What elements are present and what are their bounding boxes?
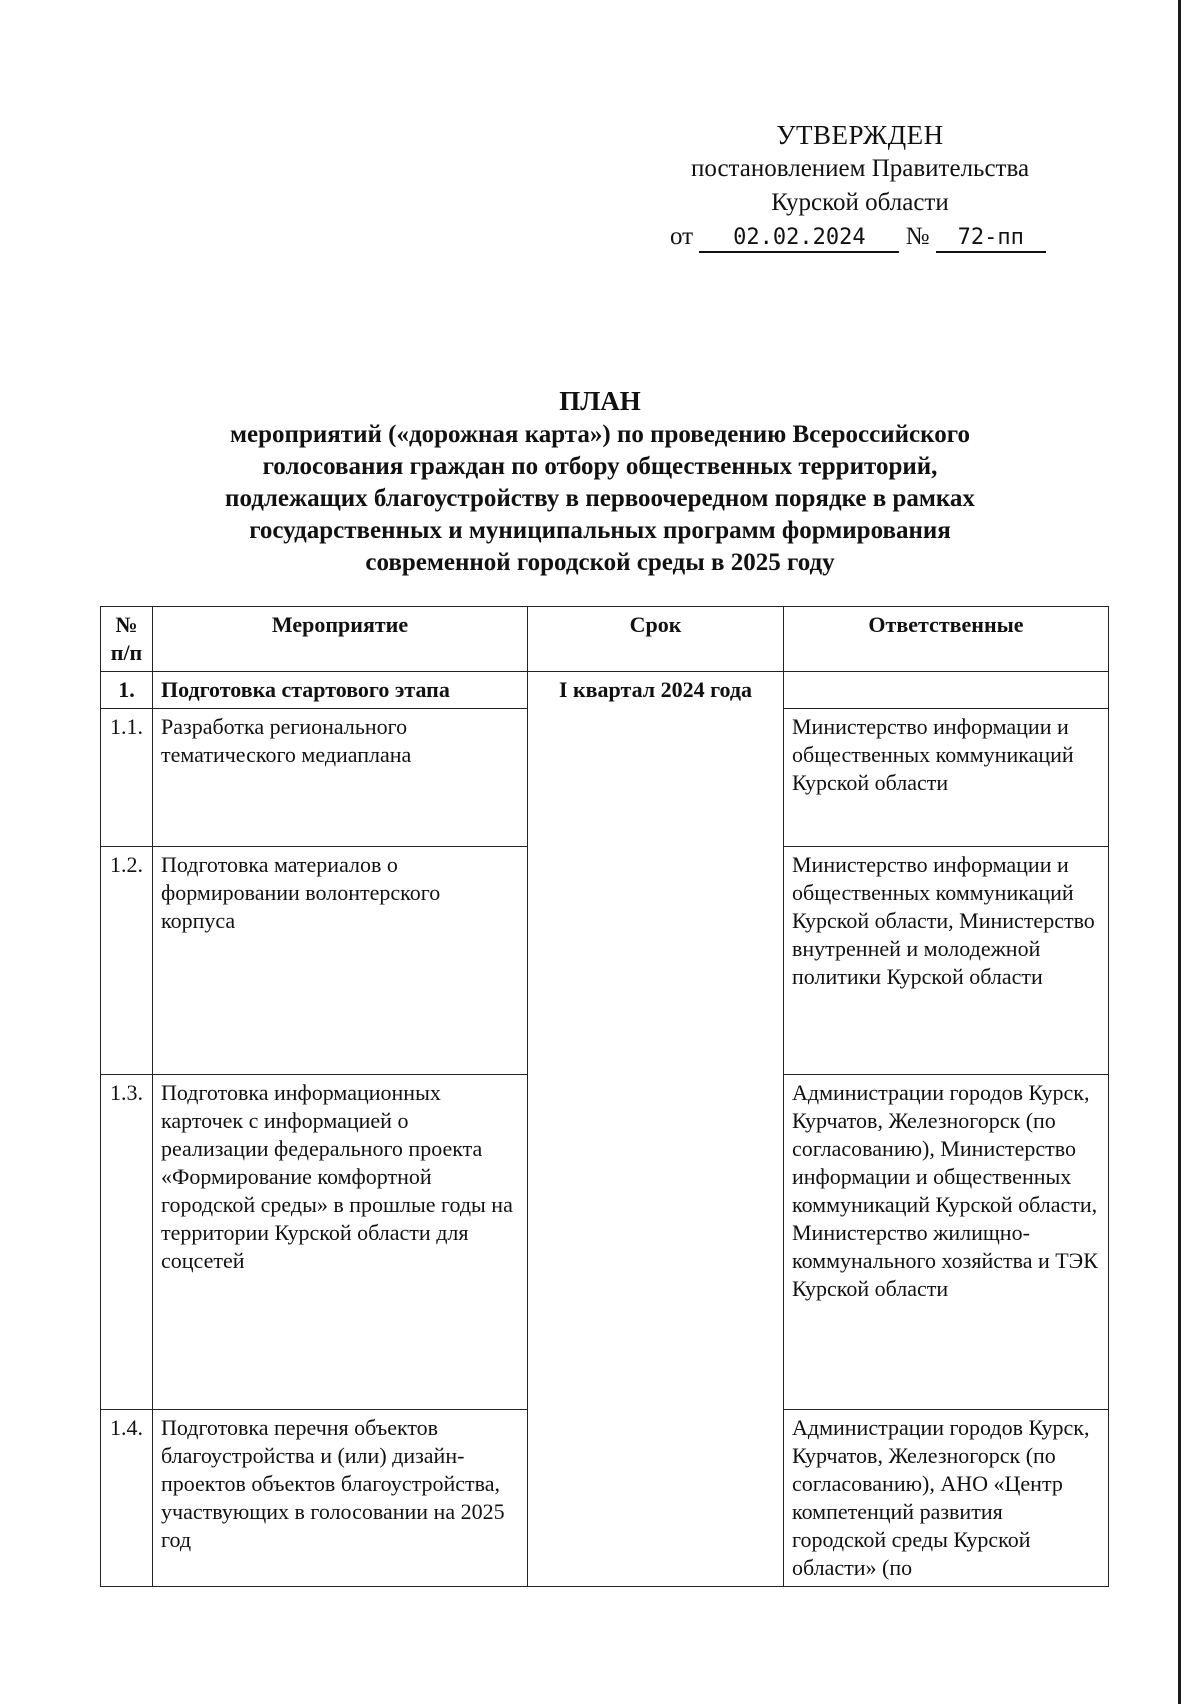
title-line-5: современной городской среды в 2025 году [365,549,835,576]
from-label: от [670,223,694,250]
page-edge [1178,0,1181,1704]
title-line-3: подлежащих благоустройству в первоочередном порядке в рамках [225,485,975,512]
approval-date-line [640,220,1080,254]
row-event: Подготовка информационных карточек с информацией о реализации федерального проекта «Формирование комфортной городской среды» в прошлые годы на территории Курской области для соцсетей [153,1075,528,1410]
title-line-1: мероприятий («дорожная карта») по проведению Всероссийского [230,421,970,448]
stage-responsible [784,672,1109,709]
number-label: № [905,223,930,250]
stage-num: 1. [101,672,153,709]
plan-heading: ПЛАН [559,386,641,416]
decree-number: 72-пп [936,225,1046,253]
row-responsible: Администрации городов Курск, Курчатов, Железногорск (по согласованию), Министерство информации и общественных коммуникаций Курской области, Министерство жилищно-коммунального хозяйства и ТЭК Курской области [784,1075,1109,1410]
table-header-row [101,607,1109,672]
document-title [160,385,1040,579]
approval-line-1: постановлением Правительства [690,155,1030,182]
stage-event: Подготовка стартового этапа [153,672,528,709]
header-responsible: Ответственные [784,607,1109,672]
stage-term: I квартал 2024 года [528,672,784,1587]
approved-heading: УТВЕРЖДЕН [776,120,944,150]
plan-table [100,606,1109,1587]
row-event: Подготовка материалов о формировании волонтерского корпуса [153,847,528,1075]
row-responsible: Министерство информации и общественных коммуникаций Курской области, Министерство внутренней и молодежной политики Курской области [784,847,1109,1075]
row-event: Подготовка перечня объектов благоустройства и (или) дизайн-проектов объектов благоустройства, участвующих в голосовании на 2025 год [153,1410,528,1587]
row-num: 1.4. [101,1410,153,1587]
title-line-4: государственных и муниципальных программ формирования [249,517,951,544]
stage-row [101,672,1109,709]
header-term: Срок [528,607,784,672]
header-num: № п/п [101,607,153,672]
approval-stamp [640,118,1080,254]
row-responsible: Администрации городов Курск, Курчатов, Железногорск (по согласованию), АНО «Центр компетенций развития городской среды Курской области» (по [784,1410,1109,1587]
title-line-2: голосования граждан по отбору общественных территорий, [262,453,938,480]
row-num: 1.1. [101,709,153,847]
header-event: Мероприятие [153,607,528,672]
row-responsible: Министерство информации и общественных коммуникаций Курской области [784,709,1109,847]
approval-line-2: Курской области [771,189,949,216]
row-num: 1.3. [101,1075,153,1410]
row-num: 1.2. [101,847,153,1075]
decree-date: 02.02.2024 [699,225,899,253]
row-event: Разработка регионального тематического медиаплана [153,709,528,847]
